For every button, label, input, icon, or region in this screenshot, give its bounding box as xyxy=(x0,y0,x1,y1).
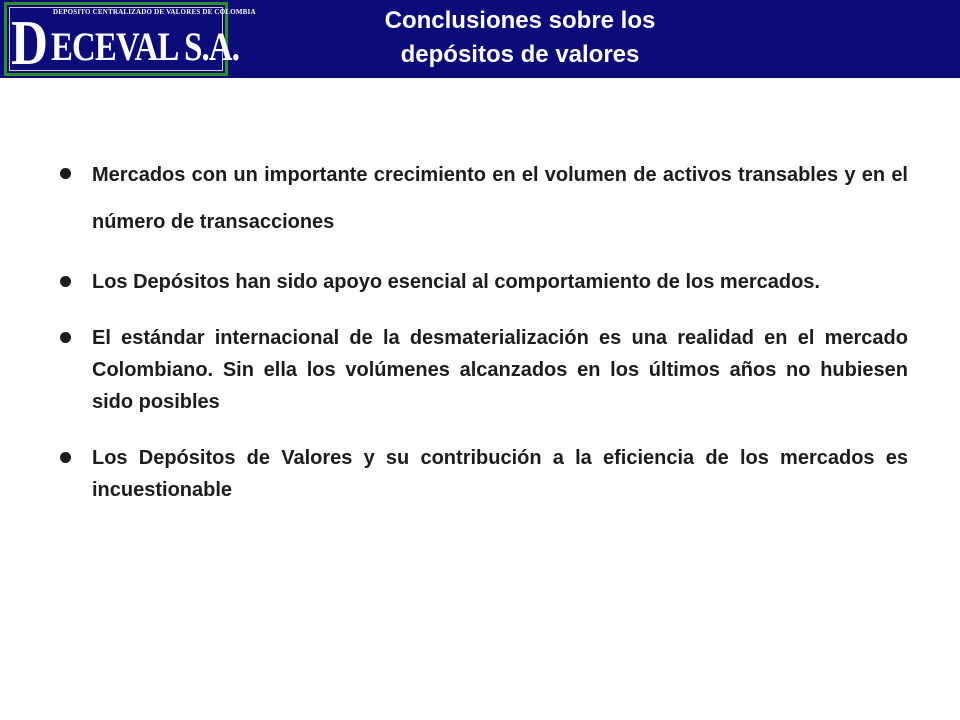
bullet-text: El estándar internacional de la desmaterialización es una realidad en el mercado Colombiano. Sin ella los volúmenes alcanzados en los últimos años no hubiesen sido posibles xyxy=(92,327,908,413)
bullet-dot-icon xyxy=(60,332,71,343)
slide-title xyxy=(290,4,750,72)
bullet-list xyxy=(56,152,908,530)
logo-initial: D xyxy=(11,7,48,78)
header-bar xyxy=(0,0,960,78)
title-line-1: Conclusiones sobre los xyxy=(384,7,656,34)
bullet-text: Los Depósitos han sido apoyo esencial al comportamiento de los mercados. xyxy=(92,271,820,293)
bullet-dot-icon xyxy=(60,452,71,463)
deceval-logo xyxy=(4,2,256,78)
bullet-dot-icon xyxy=(60,276,71,287)
logo-name: ECEVAL S.A. xyxy=(51,24,240,69)
title-line-2: depósitos de valores xyxy=(400,41,640,68)
bullet-text: Los Depósitos de Valores y su contribución a la eficiencia de los mercados es incuestionable xyxy=(92,447,908,501)
logo-subtitle: DEPOSITO CENTRALIZADO DE VALORES DE COLOMBIA xyxy=(53,8,256,16)
bullet-dot-icon xyxy=(60,168,71,179)
bullet-item xyxy=(56,442,908,506)
bullet-text: Mercados con un importante crecimiento en el volumen de activos transables y en el número de transacciones xyxy=(92,164,908,233)
bullet-item xyxy=(56,322,908,418)
bullet-item xyxy=(56,266,908,298)
bullet-item xyxy=(56,152,908,246)
